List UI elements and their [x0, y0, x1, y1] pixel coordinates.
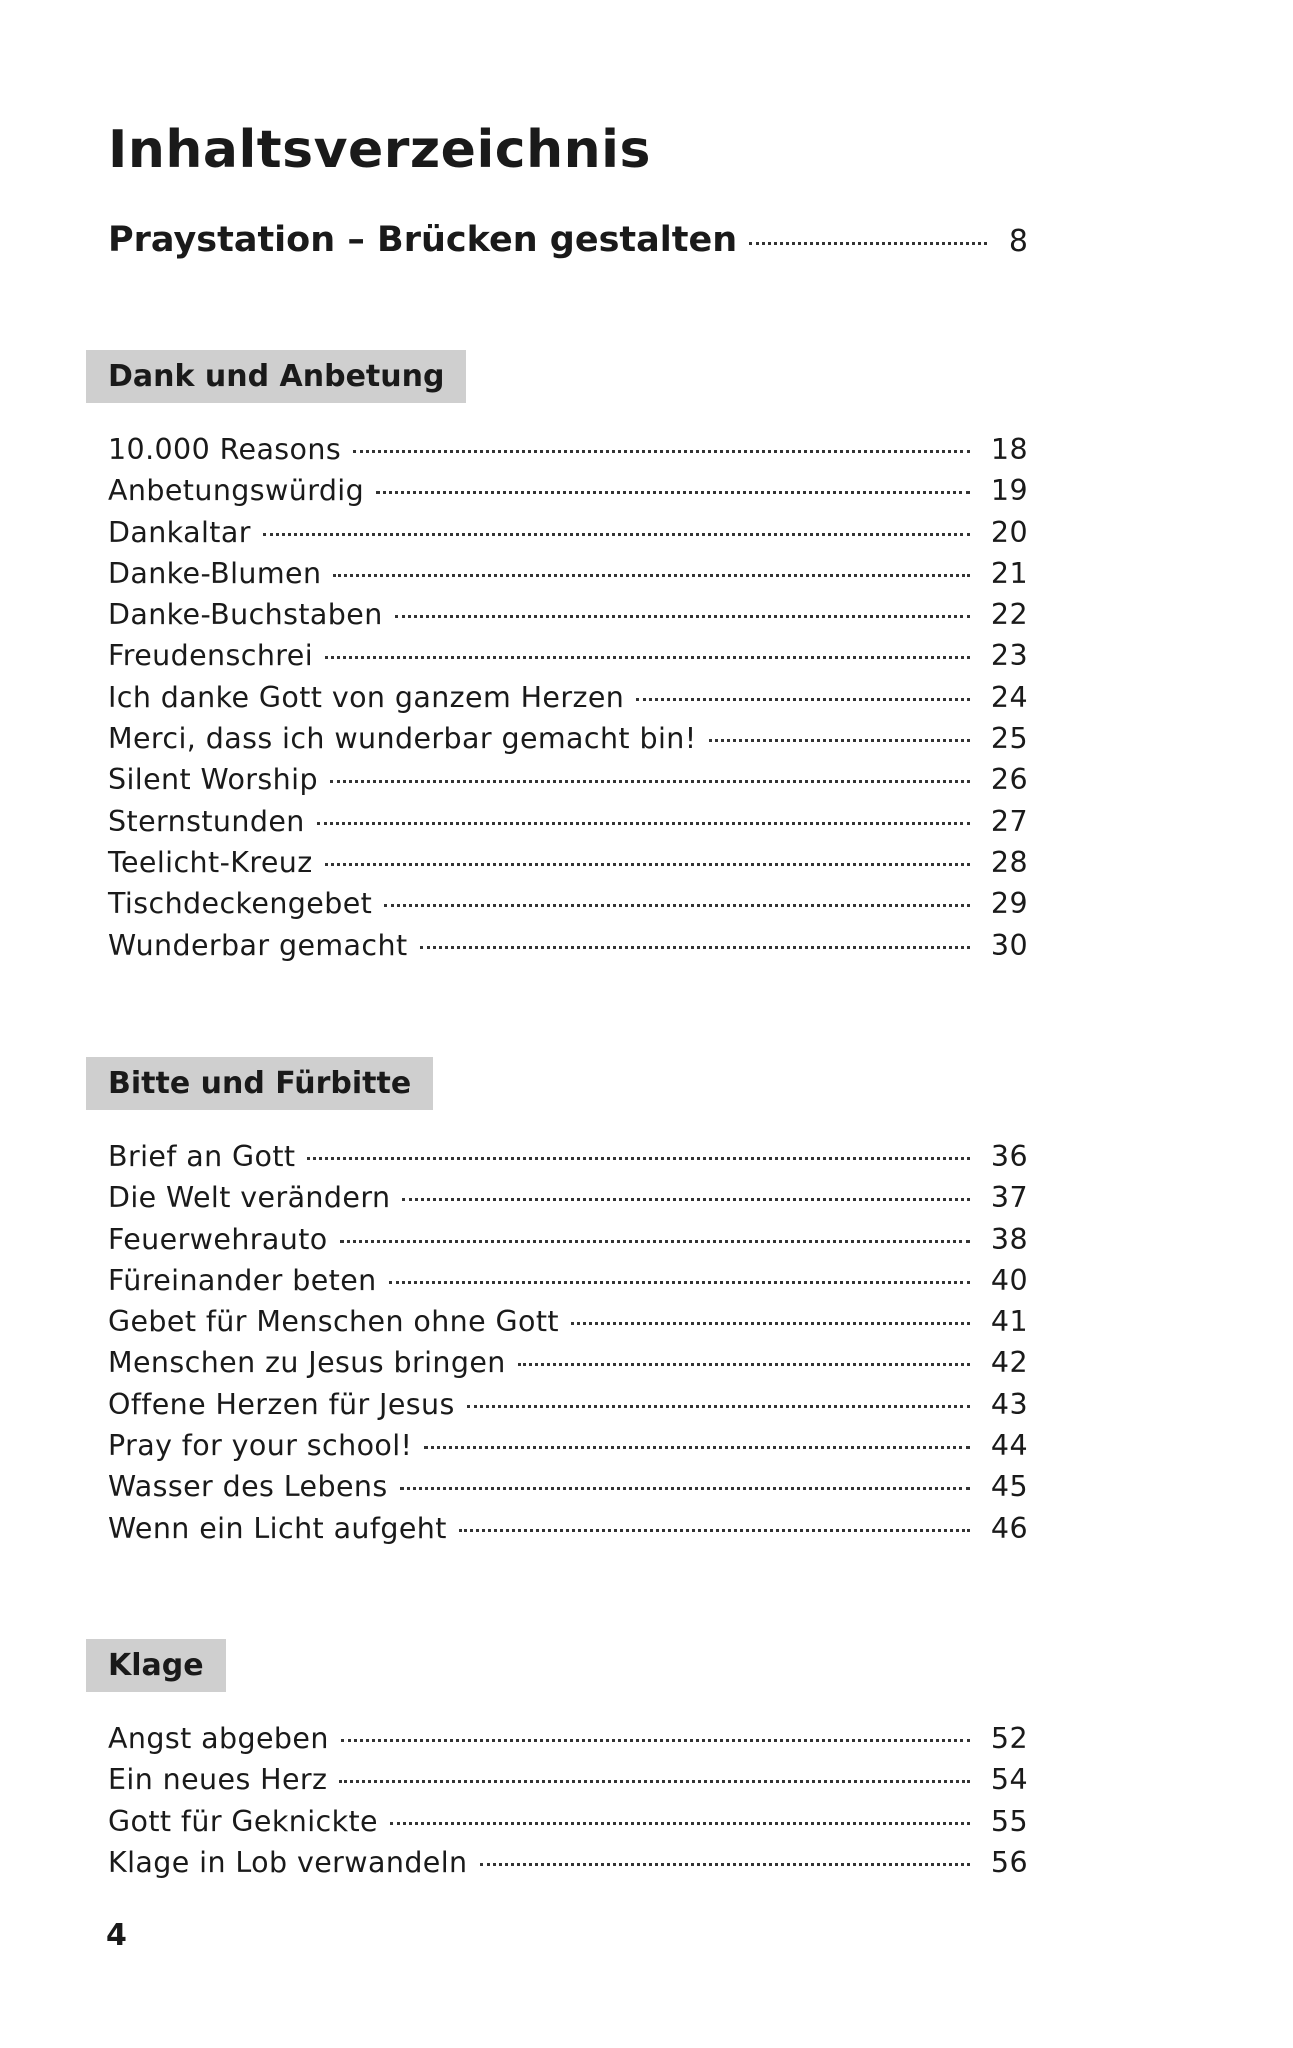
dot-leader	[339, 1780, 970, 1783]
toc-entry-title: Gott für Geknickte	[108, 1804, 378, 1838]
toc-section-bitte-und-fuerbitte	[86, 1057, 1028, 1553]
dot-leader	[376, 491, 970, 494]
toc-entry[interactable]	[108, 639, 1028, 680]
toc-entry-title: Freudenschrei	[108, 639, 314, 673]
toc-entry-page: 52	[990, 1722, 1028, 1755]
toc-entry[interactable]	[108, 1181, 1028, 1222]
toc-entry-title: Silent Worship	[108, 763, 318, 797]
dot-leader	[400, 1487, 970, 1490]
toc-entry-page: 22	[990, 598, 1028, 632]
toc-entry[interactable]	[108, 1722, 1028, 1763]
toc-entry[interactable]	[108, 1512, 1028, 1553]
toc-entry[interactable]	[108, 1140, 1028, 1181]
toc-entry-title: Angst abgeben	[108, 1722, 329, 1755]
toc-entry-page: 44	[990, 1429, 1028, 1463]
toc-entry-page: 23	[990, 639, 1028, 673]
dot-leader	[389, 1281, 970, 1284]
dot-leader	[571, 1322, 970, 1325]
toc-entry-title: Praystation – Brücken gestalten	[108, 220, 738, 260]
toc-entry-title: Anbetungswürdig	[108, 474, 365, 508]
toc-entry-page: 43	[990, 1387, 1028, 1421]
toc-entry-page: 40	[990, 1263, 1028, 1297]
dot-leader	[749, 242, 987, 245]
toc-entry[interactable]	[108, 1223, 1028, 1264]
dot-leader	[636, 698, 970, 701]
toc-entry-title: Wasser des Lebens	[108, 1470, 388, 1504]
dot-leader	[424, 1446, 970, 1449]
toc-entry[interactable]	[108, 722, 1028, 763]
toc-entry[interactable]	[108, 433, 1028, 474]
dot-leader	[402, 1198, 970, 1201]
dot-leader	[390, 1822, 970, 1825]
toc-entry[interactable]	[108, 474, 1028, 515]
toc-entry[interactable]	[108, 1470, 1028, 1511]
toc-entry-page: 30	[990, 928, 1028, 962]
toc-entry-title: Danke-Buchstaben	[108, 598, 383, 632]
dot-leader	[330, 780, 970, 783]
toc-entry[interactable]	[108, 1305, 1028, 1346]
toc-entry-title: Gebet für Menschen ohne Gott	[108, 1305, 560, 1339]
toc-entry-list	[86, 1140, 1028, 1553]
toc-entry-title: Füreinander beten	[108, 1263, 377, 1297]
toc-section-dank-und-anbetung	[86, 350, 1028, 970]
toc-entry-title: Wunderbar gemacht	[108, 928, 408, 962]
toc-entry-title: Danke-Blumen	[108, 556, 322, 590]
toc-entry-title: Merci, dass ich wunderbar gemacht bin!	[108, 722, 697, 756]
dot-leader	[459, 1529, 970, 1532]
toc-entry[interactable]	[108, 1846, 1028, 1887]
toc-intro-entry[interactable]	[108, 220, 1028, 276]
dot-leader	[480, 1863, 970, 1866]
dot-leader	[467, 1405, 970, 1408]
dot-leader	[325, 863, 970, 866]
toc-entry-title: Dankaltar	[108, 515, 251, 549]
toc-entry-page: 8	[1008, 224, 1028, 259]
page-title: Inhaltsverzeichnis	[108, 120, 651, 180]
dot-leader	[518, 1363, 970, 1366]
toc-entry-title: Klage in Lob verwandeln	[108, 1845, 468, 1879]
toc-entry-page: 18	[990, 433, 1028, 466]
toc-entry-list	[86, 433, 1028, 970]
page-number: 4	[106, 1918, 127, 1953]
dot-leader	[384, 904, 970, 907]
toc-entry-page: 45	[990, 1470, 1028, 1504]
toc-entry-page: 38	[990, 1222, 1028, 1256]
dot-leader	[420, 946, 970, 949]
toc-entry[interactable]	[108, 1429, 1028, 1470]
toc-entry-page: 55	[990, 1804, 1028, 1838]
dot-leader	[325, 656, 970, 659]
toc-entry-page: 37	[990, 1181, 1028, 1215]
toc-entry-page: 21	[990, 556, 1028, 590]
toc-entry[interactable]	[108, 557, 1028, 598]
dot-leader	[709, 739, 970, 742]
toc-entry-page: 46	[990, 1511, 1028, 1545]
toc-section-klage	[86, 1639, 1028, 1887]
toc-entry[interactable]	[108, 1805, 1028, 1846]
toc-entry-page: 42	[990, 1346, 1028, 1380]
toc-entry-page: 25	[990, 722, 1028, 756]
dot-leader	[333, 574, 970, 577]
toc-entry[interactable]	[108, 681, 1028, 722]
section-heading: Bitte und Fürbitte	[86, 1057, 433, 1110]
dot-leader	[317, 822, 970, 825]
toc-entry-page: 41	[990, 1305, 1028, 1339]
dot-leader	[263, 533, 970, 536]
toc-entry-page: 29	[990, 887, 1028, 921]
toc-entry-page: 20	[990, 515, 1028, 549]
toc-entry-page: 36	[990, 1140, 1028, 1173]
toc-entry-page: 19	[990, 474, 1028, 508]
toc-entry-title: Tischdeckengebet	[108, 887, 373, 921]
toc-entry-page: 54	[990, 1763, 1028, 1797]
toc-entry-page: 27	[990, 804, 1028, 838]
section-heading: Klage	[86, 1639, 226, 1692]
toc-entry[interactable]	[108, 763, 1028, 804]
dot-leader	[340, 1240, 970, 1243]
toc-entry-page: 28	[990, 845, 1028, 879]
toc-entry[interactable]	[108, 887, 1028, 928]
toc-entry[interactable]	[108, 1346, 1028, 1387]
toc-entry-title: Sternstunden	[108, 804, 305, 838]
toc-entry-title: Ich danke Gott von ganzem Herzen	[108, 680, 625, 714]
toc-entry-title: Ein neues Herz	[108, 1763, 328, 1797]
toc-entry-title: Brief an Gott	[108, 1140, 296, 1173]
toc-entry[interactable]	[108, 1388, 1028, 1429]
toc-entry-page: 56	[990, 1845, 1028, 1879]
toc-entry[interactable]	[108, 1763, 1028, 1804]
toc-entry-title: Offene Herzen für Jesus	[108, 1387, 455, 1421]
toc-entry-title: Wenn ein Licht aufgeht	[108, 1511, 447, 1545]
toc-entry-title: Menschen zu Jesus bringen	[108, 1346, 506, 1380]
toc-entry-list	[86, 1722, 1028, 1887]
dot-leader	[307, 1157, 970, 1160]
toc-entry[interactable]	[108, 1264, 1028, 1305]
toc-entry-title: Pray for your school!	[108, 1429, 413, 1463]
toc-entry-title: 10.000 Reasons	[108, 433, 342, 466]
dot-leader	[353, 450, 970, 453]
toc-entry-title: Teelicht-Kreuz	[108, 845, 313, 879]
dot-leader	[395, 615, 970, 618]
toc-entry-page: 24	[990, 680, 1028, 714]
dot-leader	[341, 1739, 970, 1742]
toc-entry-title: Feuerwehrauto	[108, 1222, 328, 1256]
toc-entry[interactable]	[108, 598, 1028, 639]
toc-entry-title: Die Welt verändern	[108, 1181, 391, 1215]
toc-entry[interactable]	[108, 929, 1028, 970]
section-heading: Dank und Anbetung	[86, 350, 466, 403]
toc-entry[interactable]	[108, 805, 1028, 846]
toc-entry-page: 26	[990, 763, 1028, 797]
toc-entry[interactable]	[108, 516, 1028, 557]
toc-entry[interactable]	[108, 846, 1028, 887]
